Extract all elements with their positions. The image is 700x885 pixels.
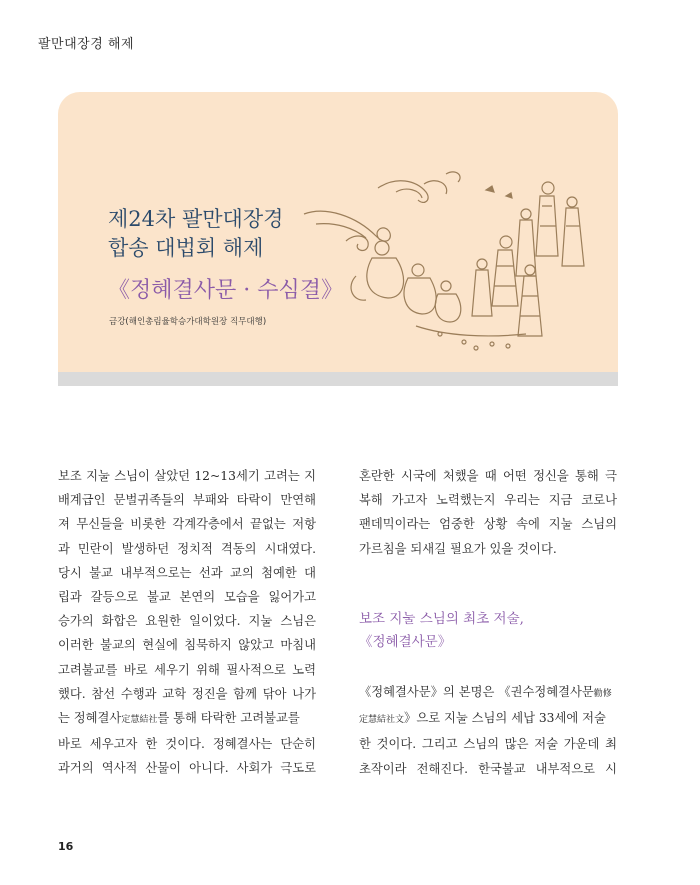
hero-subtitle: 《정혜결사문 · 수심결》 xyxy=(108,278,343,303)
body-line: 이러한 불교의 현실에 침묵하지 않았고 마침내 xyxy=(58,638,316,653)
page-number: 16 xyxy=(58,840,74,853)
body-line: 가르침을 되새길 필요가 있을 것이다. xyxy=(359,541,557,556)
running-head: 팔만대장경 해제 xyxy=(38,37,135,52)
right-column-top xyxy=(359,464,617,561)
body-text: 《정혜결사문》의 본명은 《권수정혜결사문 xyxy=(359,685,594,699)
body-line: 승가의 화합은 요원한 일이었다. 지눌 스님은 xyxy=(58,614,316,629)
body-line: 배계급인 문벌귀족들의 부패와 타락이 만연해 xyxy=(58,493,316,508)
hero-title-line-2: 합송 대법회 해제 xyxy=(108,236,264,260)
body-line: 팬데믹이라는 엄중한 상황 속에 지눌 스님의 xyxy=(359,517,617,532)
body-line: 져 무신들을 비롯한 각계각층에서 끝없는 저항 xyxy=(58,517,316,532)
hero-byline: 금강(해인총림율학승가대학원장 직무대행) xyxy=(109,317,267,327)
section-heading-line-2: 《정혜결사문》 xyxy=(359,634,452,650)
body-line: 고려불교를 바로 세우기 위해 필사적으로 노력 xyxy=(58,662,316,677)
body-line: 초작이라 전해진다. 한국불교 내부적으로 시 xyxy=(359,761,617,776)
body-line: 바로 세우고자 한 것이다. 정혜결사는 단순히 xyxy=(58,737,316,752)
body-line: 복해 가고자 노력했는지 우리는 지금 코로나 xyxy=(359,493,617,508)
right-column-bottom xyxy=(359,680,617,781)
body-line: 과거의 역사적 산물이 아니다. 사회가 극도로 xyxy=(58,761,316,776)
hero-title-line-1: 제24차 팔만대장경 xyxy=(108,207,284,231)
body-line: 과 민란이 발생하던 정치적 격동의 시대였다. xyxy=(58,541,316,556)
body-line: 보조 지눌 스님이 살았던 12~13세기 고려는 지 xyxy=(58,469,316,483)
section-heading-line-1: 보조 지눌 스님의 최초 저술, xyxy=(359,611,524,627)
buddhist-line-drawing-illustration xyxy=(296,166,622,366)
left-column xyxy=(58,464,316,781)
body-text: 》으로 지눌 스님의 세납 33세에 저술 xyxy=(404,711,606,726)
body-line: 혼란한 시국에 처했을 때 어떤 정신을 통해 극 xyxy=(359,469,617,483)
section-heading xyxy=(359,608,524,654)
body-line xyxy=(58,706,316,732)
body-line: 립과 갈등으로 불교 본연의 모습을 잃어가고 xyxy=(58,590,316,605)
hanja-annotation: 定慧結社文 xyxy=(359,715,405,726)
body-text: 는 정혜결사 xyxy=(58,711,122,726)
body-line: 당시 불교 내부적으로는 선과 교의 첨예한 대 xyxy=(58,565,316,580)
body-line xyxy=(359,706,617,732)
hanja-annotation: 定慧結社 xyxy=(121,715,158,726)
body-line xyxy=(359,680,617,706)
body-text: 를 통해 타락한 고려불교를 xyxy=(157,711,300,726)
hero-bottom-bar xyxy=(58,372,618,386)
body-line: 했다. 참선 수행과 교학 정진을 함께 닦아 나가 xyxy=(58,686,316,701)
body-line: 한 것이다. 그리고 스님의 많은 저술 가운데 최 xyxy=(359,737,617,752)
hero-title xyxy=(108,205,283,263)
hanja-annotation: 勸修 xyxy=(593,689,612,699)
